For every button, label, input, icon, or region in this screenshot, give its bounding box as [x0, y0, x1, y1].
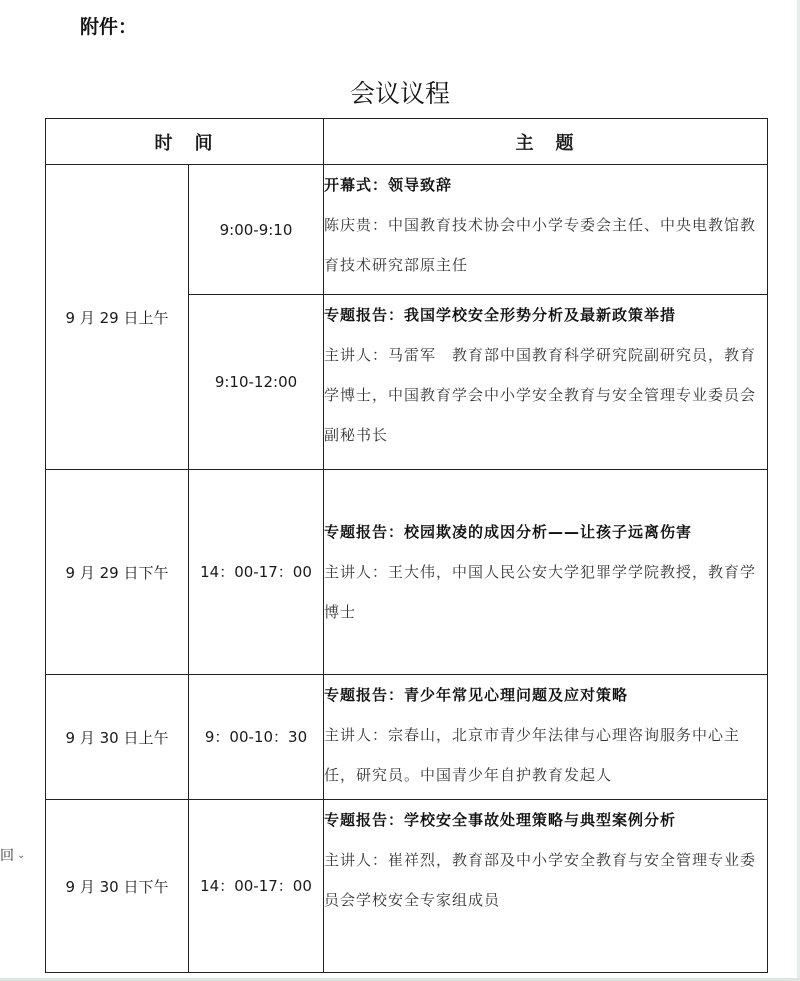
time-cell: 14：00-17：00: [189, 470, 324, 675]
header-time: 时 间: [46, 119, 324, 165]
time-cell: 9：00-10：30: [189, 675, 324, 800]
table-header-row: [46, 119, 768, 165]
topic-cell: [324, 295, 768, 470]
topic-description: 主讲人：宗春山，北京市青少年法律与心理咨询服务中心主任，研究员。中国青少年自护教育发起人: [324, 726, 741, 784]
agenda-table: [45, 118, 768, 973]
time-cell: 14：00-17：00: [189, 800, 324, 973]
topic-cell: [324, 675, 768, 800]
page-title: 会议议程: [349, 79, 450, 108]
table-row: [46, 470, 768, 675]
topic-title: 专题报告：青少年常见心理问题及应对策略: [324, 686, 629, 704]
chevron-down-icon[interactable]: ⌄: [17, 849, 26, 861]
date-cell: 9 月 29 日上午: [46, 165, 189, 470]
date-cell: 9 月 30 日下午: [46, 800, 189, 973]
topic-cell: [324, 800, 768, 973]
attachment-label: 附件：: [80, 16, 138, 38]
header-topic: 主 题: [324, 119, 768, 165]
topic-title: 专题报告：学校安全事故处理策略与典型案例分析: [324, 811, 677, 829]
topic-title: 专题报告：校园欺凌的成因分析——让孩子远离伤害: [324, 523, 693, 541]
topic-cell: [324, 165, 768, 295]
topic-title: 开幕式：领导致辞: [324, 176, 453, 194]
side-toolbar-widget[interactable]: [0, 845, 25, 865]
topic-description: 主讲人：马雷军 教育部中国教育科学研究院副研究员，教育学博士，中国教育学会中小学安全教育与安全管理专业委员会副秘书长: [324, 346, 757, 444]
table-row: [46, 800, 768, 973]
time-cell: 9:10-12:00: [189, 295, 324, 470]
time-cell: 9:00-9:10: [189, 165, 324, 295]
table-row: [46, 165, 768, 295]
layout-icon[interactable]: 回: [0, 848, 14, 864]
topic-description: 主讲人：王大伟，中国人民公安大学犯罪学学院教授，教育学博士: [324, 563, 757, 621]
date-cell: 9 月 29 日下午: [46, 470, 189, 675]
table-row: [46, 675, 768, 800]
date-cell: 9 月 30 日上午: [46, 675, 189, 800]
topic-description: 陈庆贵：中国教育技术协会中小学专委会主任、中央电教馆教育技术研究部原主任: [324, 216, 757, 274]
topic-description: 主讲人：崔祥烈，教育部及中小学安全教育与安全管理专业委员会学校安全专家组成员: [324, 851, 757, 909]
topic-title: 专题报告：我国学校安全形势分析及最新政策举措: [324, 306, 677, 324]
topic-cell: [324, 470, 768, 675]
